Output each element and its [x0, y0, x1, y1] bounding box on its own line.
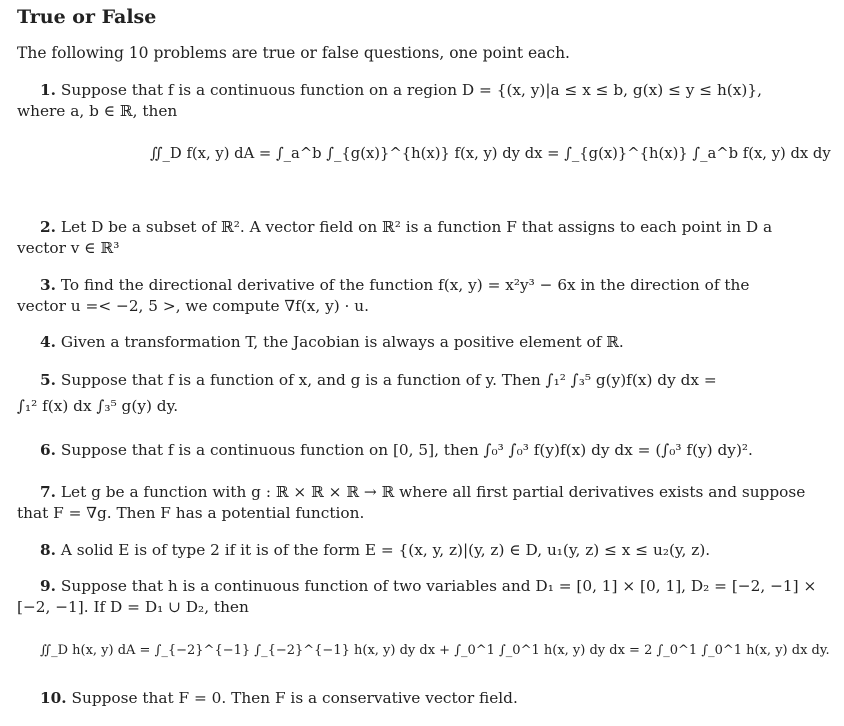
- problem-1-equation: ∬_D f(x, y) dA = ∫_a^b ∫_{g(x)}^{h(x)} f(x, y) dy dx = ∫_{g(x)}^{h(x)} ∫_a^b f(x, y) dx dy: [150, 145, 831, 162]
- problem-1: [40, 80, 762, 101]
- page-title: True or False: [17, 6, 157, 28]
- problem-number: 9.: [40, 577, 56, 595]
- problem-8: [40, 540, 710, 561]
- problem-4: [40, 332, 624, 353]
- problem-number: 10.: [40, 689, 67, 707]
- problem-5-line2: ∫₁² f(x) dx ∫₃⁵ g(y) dy.: [17, 397, 179, 415]
- problem-10: [40, 688, 518, 709]
- problem-text: Let D be a subset of ℝ². A vector field on ℝ² is a function F that assigns to each point in D a: [60, 218, 773, 236]
- problem-text: Suppose that F = 0. Then F is a conservative vector field.: [71, 689, 518, 707]
- problem-text: A solid E is of type 2 if it is of the form E = {(x, y, z)|(y, z) ∈ D, u₁(y, z) ≤ x ≤ u₂(y, z).: [60, 541, 711, 559]
- problem-number: 4.: [40, 333, 56, 351]
- problem-3: [40, 275, 749, 296]
- problem-7: [40, 482, 805, 503]
- problem-text: Suppose that h is a continuous function of two variables and D₁ = [0, 1] × [0, 1], D₂ = [−2, −1] ×: [60, 577, 817, 595]
- problem-9: [40, 576, 816, 597]
- problem-9-line2: [−2, −1]. If D = D₁ ∪ D₂, then: [17, 598, 249, 616]
- problem-2-line2: vector v ∈ ℝ³: [17, 239, 120, 257]
- problem-number: 2.: [40, 218, 56, 236]
- problem-2: [40, 217, 772, 238]
- problem-1-line2: where a, b ∈ ℝ, then: [17, 102, 178, 120]
- intro-text: The following 10 problems are true or false questions, one point each.: [17, 44, 570, 62]
- problem-number: 8.: [40, 541, 56, 559]
- problem-6: [40, 440, 753, 461]
- problem-5: [40, 370, 717, 391]
- problem-text: To find the directional derivative of the function f(x, y) = x²y³ − 6x in the direction of the: [60, 276, 750, 294]
- problem-9-equation: ∬_D h(x, y) dA = ∫_{−2}^{−1} ∫_{−2}^{−1} h(x, y) dy dx + ∫_0^1 ∫_0^1 h(x, y) dy dx = 2 ∫_0^1 ∫_0^1 h(x, y) dx dy.: [40, 643, 830, 658]
- problem-7-line2: that F = ∇g. Then F has a potential function.: [17, 504, 365, 522]
- problem-number: 3.: [40, 276, 56, 294]
- problem-number: 5.: [40, 371, 56, 389]
- problem-text: Let g be a function with g : ℝ × ℝ × ℝ → ℝ where all first partial derivatives exists and suppose: [60, 483, 806, 501]
- problem-text: Suppose that f is a function of x, and g is a function of y. Then ∫₁² ∫₃⁵ g(y)f(x) dy dx =: [60, 371, 717, 389]
- problem-text: Suppose that f is a continuous function on [0, 5], then ∫₀³ ∫₀³ f(y)f(x) dy dx = (∫₀³ f(y) dy)².: [60, 441, 753, 459]
- problem-number: 1.: [40, 81, 56, 99]
- problem-text: Suppose that f is a continuous function on a region D = {(x, y)|a ≤ x ≤ b, g(x) ≤ y ≤ h(x)},: [60, 81, 762, 99]
- problem-number: 6.: [40, 441, 56, 459]
- problem-text: Given a transformation T, the Jacobian is always a positive element of ℝ.: [60, 333, 624, 351]
- problem-3-line2: vector u =< −2, 5 >, we compute ∇f(x, y) · u.: [17, 297, 369, 315]
- problem-number: 7.: [40, 483, 56, 501]
